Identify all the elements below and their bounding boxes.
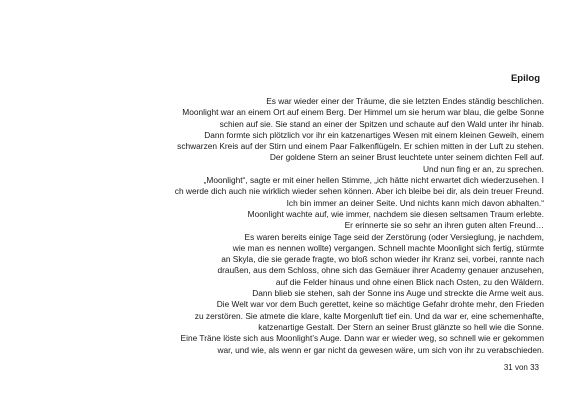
text-line: Es waren bereits einige Tage seid der Zerstörung (oder Versieglung, je nachdem, xyxy=(244,231,544,242)
text-line: Moonlight wachte auf, wie immer, nachdem sie diesen seltsamen Traum erlebte. xyxy=(247,208,544,219)
text-line: Er erinnerte sie so sehr an ihren guten alten Freund… xyxy=(344,220,544,231)
text-line: ch werde dich auch nie wirklich wieder sehen können. Aber ich bleibe bei dir, als dein treuer Freund. xyxy=(174,186,544,197)
text-line: Und nun fing er an, zu sprechen. xyxy=(422,163,544,174)
chapter-heading: Epilog xyxy=(510,73,540,84)
text-line: Die Welt war vor dem Buch gerettet, keine so mächtige Gefahr drohte mehr, den Frieden xyxy=(216,299,544,310)
text-line: auf die Felder hinaus und ohne einen Blick nach Osten, zu den Wäldern. xyxy=(275,276,544,287)
body-text xyxy=(20,96,544,356)
text-line: Dann blieb sie stehen, sah der Sonne ins Auge und streckte die Arme weit aus. xyxy=(252,288,544,299)
text-line: Ich bin immer an deiner Seite. Und nichts kann mich davon abhalten.“ xyxy=(286,197,544,208)
text-line: draußen, aus dem Schloss, ohne sich das Gemäuer ihrer Academy genauer anzusehen, xyxy=(217,265,544,276)
text-line: katzenartige Gestalt. Der Stern an seiner Brust glänzte so hell wie die Sonne. xyxy=(258,321,544,332)
text-line: „Moonlight“, sagte er mit einer hellen Stimme, „ich hätte nicht erwartet dich wiederzusehen. I xyxy=(203,175,544,186)
page-number: 31 von 33 xyxy=(503,363,539,372)
text-line: Eine Träne löste sich aus Moonlight’s Auge. Dann war er wieder weg, so schnell wie er gekommen xyxy=(180,333,544,344)
text-line: Moonlight war an einem Ort auf einem Berg. Der Himmel um sie herum war blau, die gelbe Sonne xyxy=(182,107,544,118)
text-line: war, und wie, als wenn er gar nicht da gewesen wäre, um sich von ihr zu verabschieden. xyxy=(217,344,544,355)
text-line: zu zerstören. Sie atmete die klare, kalte Morgenluft tief ein. Und da war er, eine schemenhafte, xyxy=(194,310,544,321)
text-line: Der goldene Stern an seiner Brust leuchtete unter seinem dichten Fell auf. xyxy=(269,152,544,163)
text-line: Dann formte sich plötzlich vor ihr ein katzenartiges Wesen mit einem kleinen Geweih, einem xyxy=(204,129,544,140)
text-line: schwarzen Kreis auf der Stirn und einem Paar Falkenflügeln. Er schien mitten in der Luft zu stehen. xyxy=(177,141,544,152)
text-line: wie man es nennen wollte) vergangen. Schnell machte Moonlight sich fertig, stürmte xyxy=(232,242,544,253)
text-line: Es war wieder einer der Träume, die sie letzten Endes ständig beschlichen. xyxy=(266,96,544,106)
text-line: an Skyla, die sie gerade fragte, wo bloß schon wieder ihr Kranz sei, vorbei, rannte nach xyxy=(221,254,544,265)
text-line: schien auf sie. Sie stand an einer der Spitzen und schaute auf den Wald unter ihr hinab. xyxy=(219,118,544,129)
